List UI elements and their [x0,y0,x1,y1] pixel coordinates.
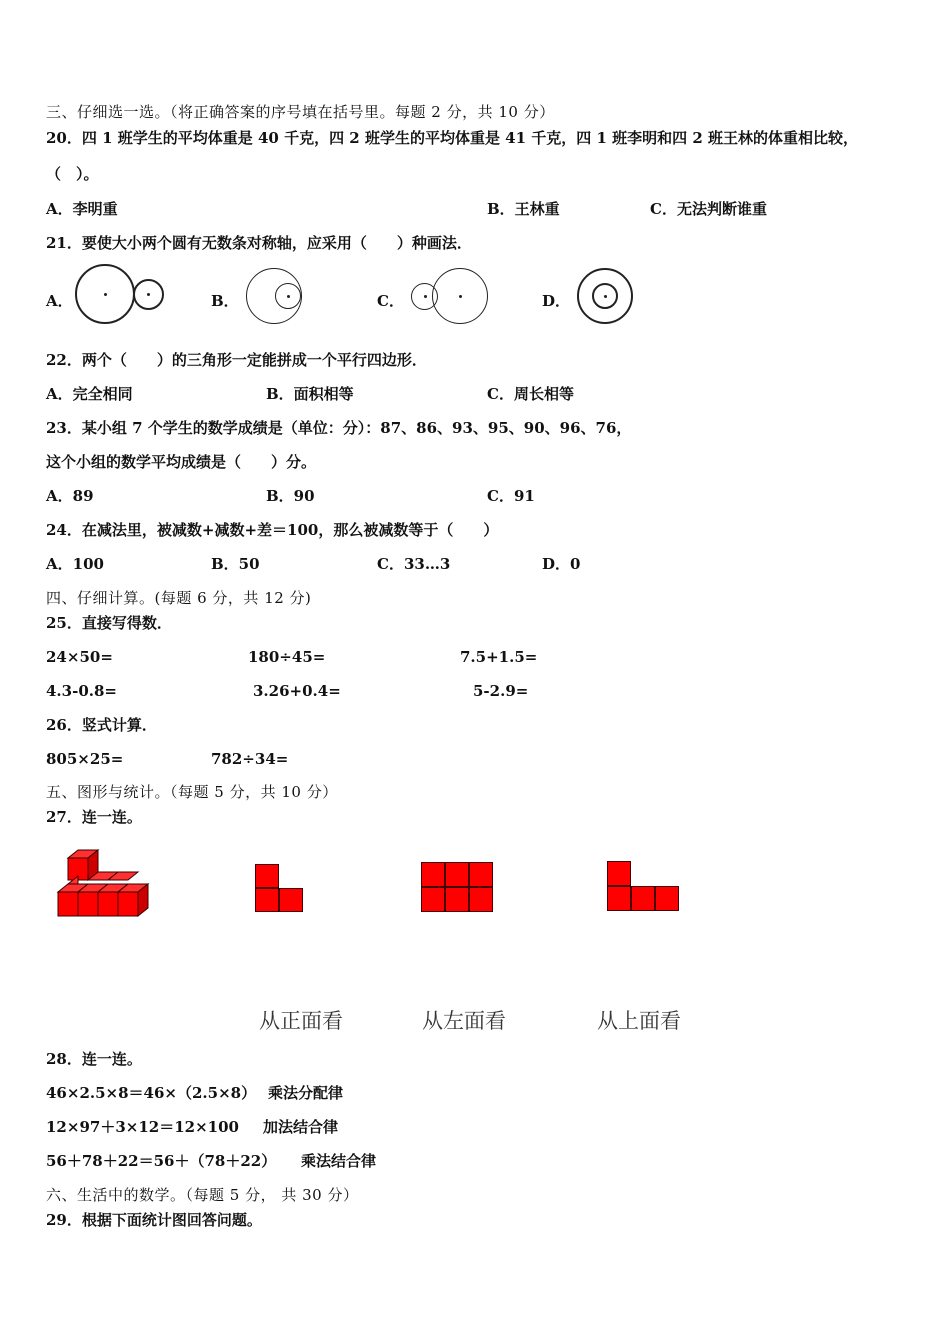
q25-item: 3.26+0.4= [253,682,341,700]
view-label-left: 从左面看 [422,1009,506,1033]
q24-option-c[interactable]: C．33…3 [377,555,451,573]
q26-stem: 26．竖式计算． [46,716,157,734]
q28-equation[interactable]: 46×2.5×8＝46×（2.5×8） [46,1084,257,1102]
q20-option-a[interactable]: A．李明重 [46,200,118,218]
q23-option-b[interactable]: B．90 [266,487,315,505]
q21-option-d[interactable]: D． [542,292,571,310]
q22-option-b[interactable]: B．面积相等 [266,385,354,403]
q20-option-b[interactable]: B．王林重 [487,200,560,218]
q21-stem: 21．要使大小两个圆有无数条对称轴，应采用（ ）种画法． [46,234,472,252]
q26-item: 782÷34= [211,750,289,768]
q21-option-a[interactable]: A． [46,292,73,310]
q21-option-c[interactable]: C． [377,292,404,310]
q23-option-c[interactable]: C．91 [487,487,535,505]
q28-law[interactable]: 乘法结合律 [301,1152,377,1170]
q25-item: 180÷45= [248,648,326,666]
q23-stem-2: 这个小组的数学平均成绩是（ ）分。 [46,453,317,471]
q28-law[interactable]: 加法结合律 [263,1118,339,1136]
cube-stack-3d [50,846,154,922]
q23-option-a[interactable]: A．89 [46,487,94,505]
q22-option-a[interactable]: A．完全相同 [46,385,133,403]
q29-stem: 29．根据下面统计图回答问题。 [46,1211,262,1229]
section-6-title: 六、生活中的数学。（每题 5 分， 共 30 分） [46,1186,359,1204]
q28-equation[interactable]: 12×97＋3×12＝12×100 [46,1118,239,1136]
q24-option-a[interactable]: A．100 [46,555,104,573]
q24-option-d[interactable]: D．0 [542,555,581,573]
q25-item: 7.5+1.5= [460,648,538,666]
q21-option-b[interactable]: B． [211,292,239,310]
q24-stem: 24．在减法里，被减数+减数+差＝100，那么被减数等于（ ） [46,521,499,539]
view-label-top: 从上面看 [597,1009,681,1033]
section-4-title: 四、仔细计算。(每题 6 分，共 12 分) [46,589,312,607]
view-label-front: 从正面看 [259,1009,343,1033]
q20-option-c[interactable]: C．无法判断谁重 [650,200,767,218]
q26-item: 805×25= [46,750,124,768]
q28-equation[interactable]: 56＋78＋22＝56＋（78＋22） [46,1152,277,1170]
section-5-title: 五、图形与统计。（每题 5 分，共 10 分） [46,783,338,801]
q25-stem: 25．直接写得数． [46,614,172,632]
q22-stem: 22．两个（ ）的三角形一定能拼成一个平行四边形． [46,351,427,369]
q28-stem: 28．连一连。 [46,1050,142,1068]
q20-stem: 20．四 1 班学生的平均体重是 40 千克，四 2 班学生的平均体重是 41 千克，四 1 班李明和四 2 班王林的体重相比较， [46,129,859,147]
q25-item: 24×50= [46,648,113,666]
q27-stem: 27．连一连。 [46,808,142,826]
q24-option-b[interactable]: B．50 [211,555,260,573]
section-3-title: 三、仔细选一选。（将正确答案的序号填在括号里。每题 2 分，共 10 分） [46,103,555,121]
q20-blank: （ ）。 [46,165,99,183]
q25-item: 5-2.9= [473,682,529,700]
q25-item: 4.3-0.8= [46,682,117,700]
q22-option-c[interactable]: C．周长相等 [487,385,574,403]
q28-law[interactable]: 乘法分配律 [268,1084,344,1102]
q23-stem: 23．某小组 7 个学生的数学成绩是（单位：分）：87、86、93、95、90、96、76， [46,419,632,437]
